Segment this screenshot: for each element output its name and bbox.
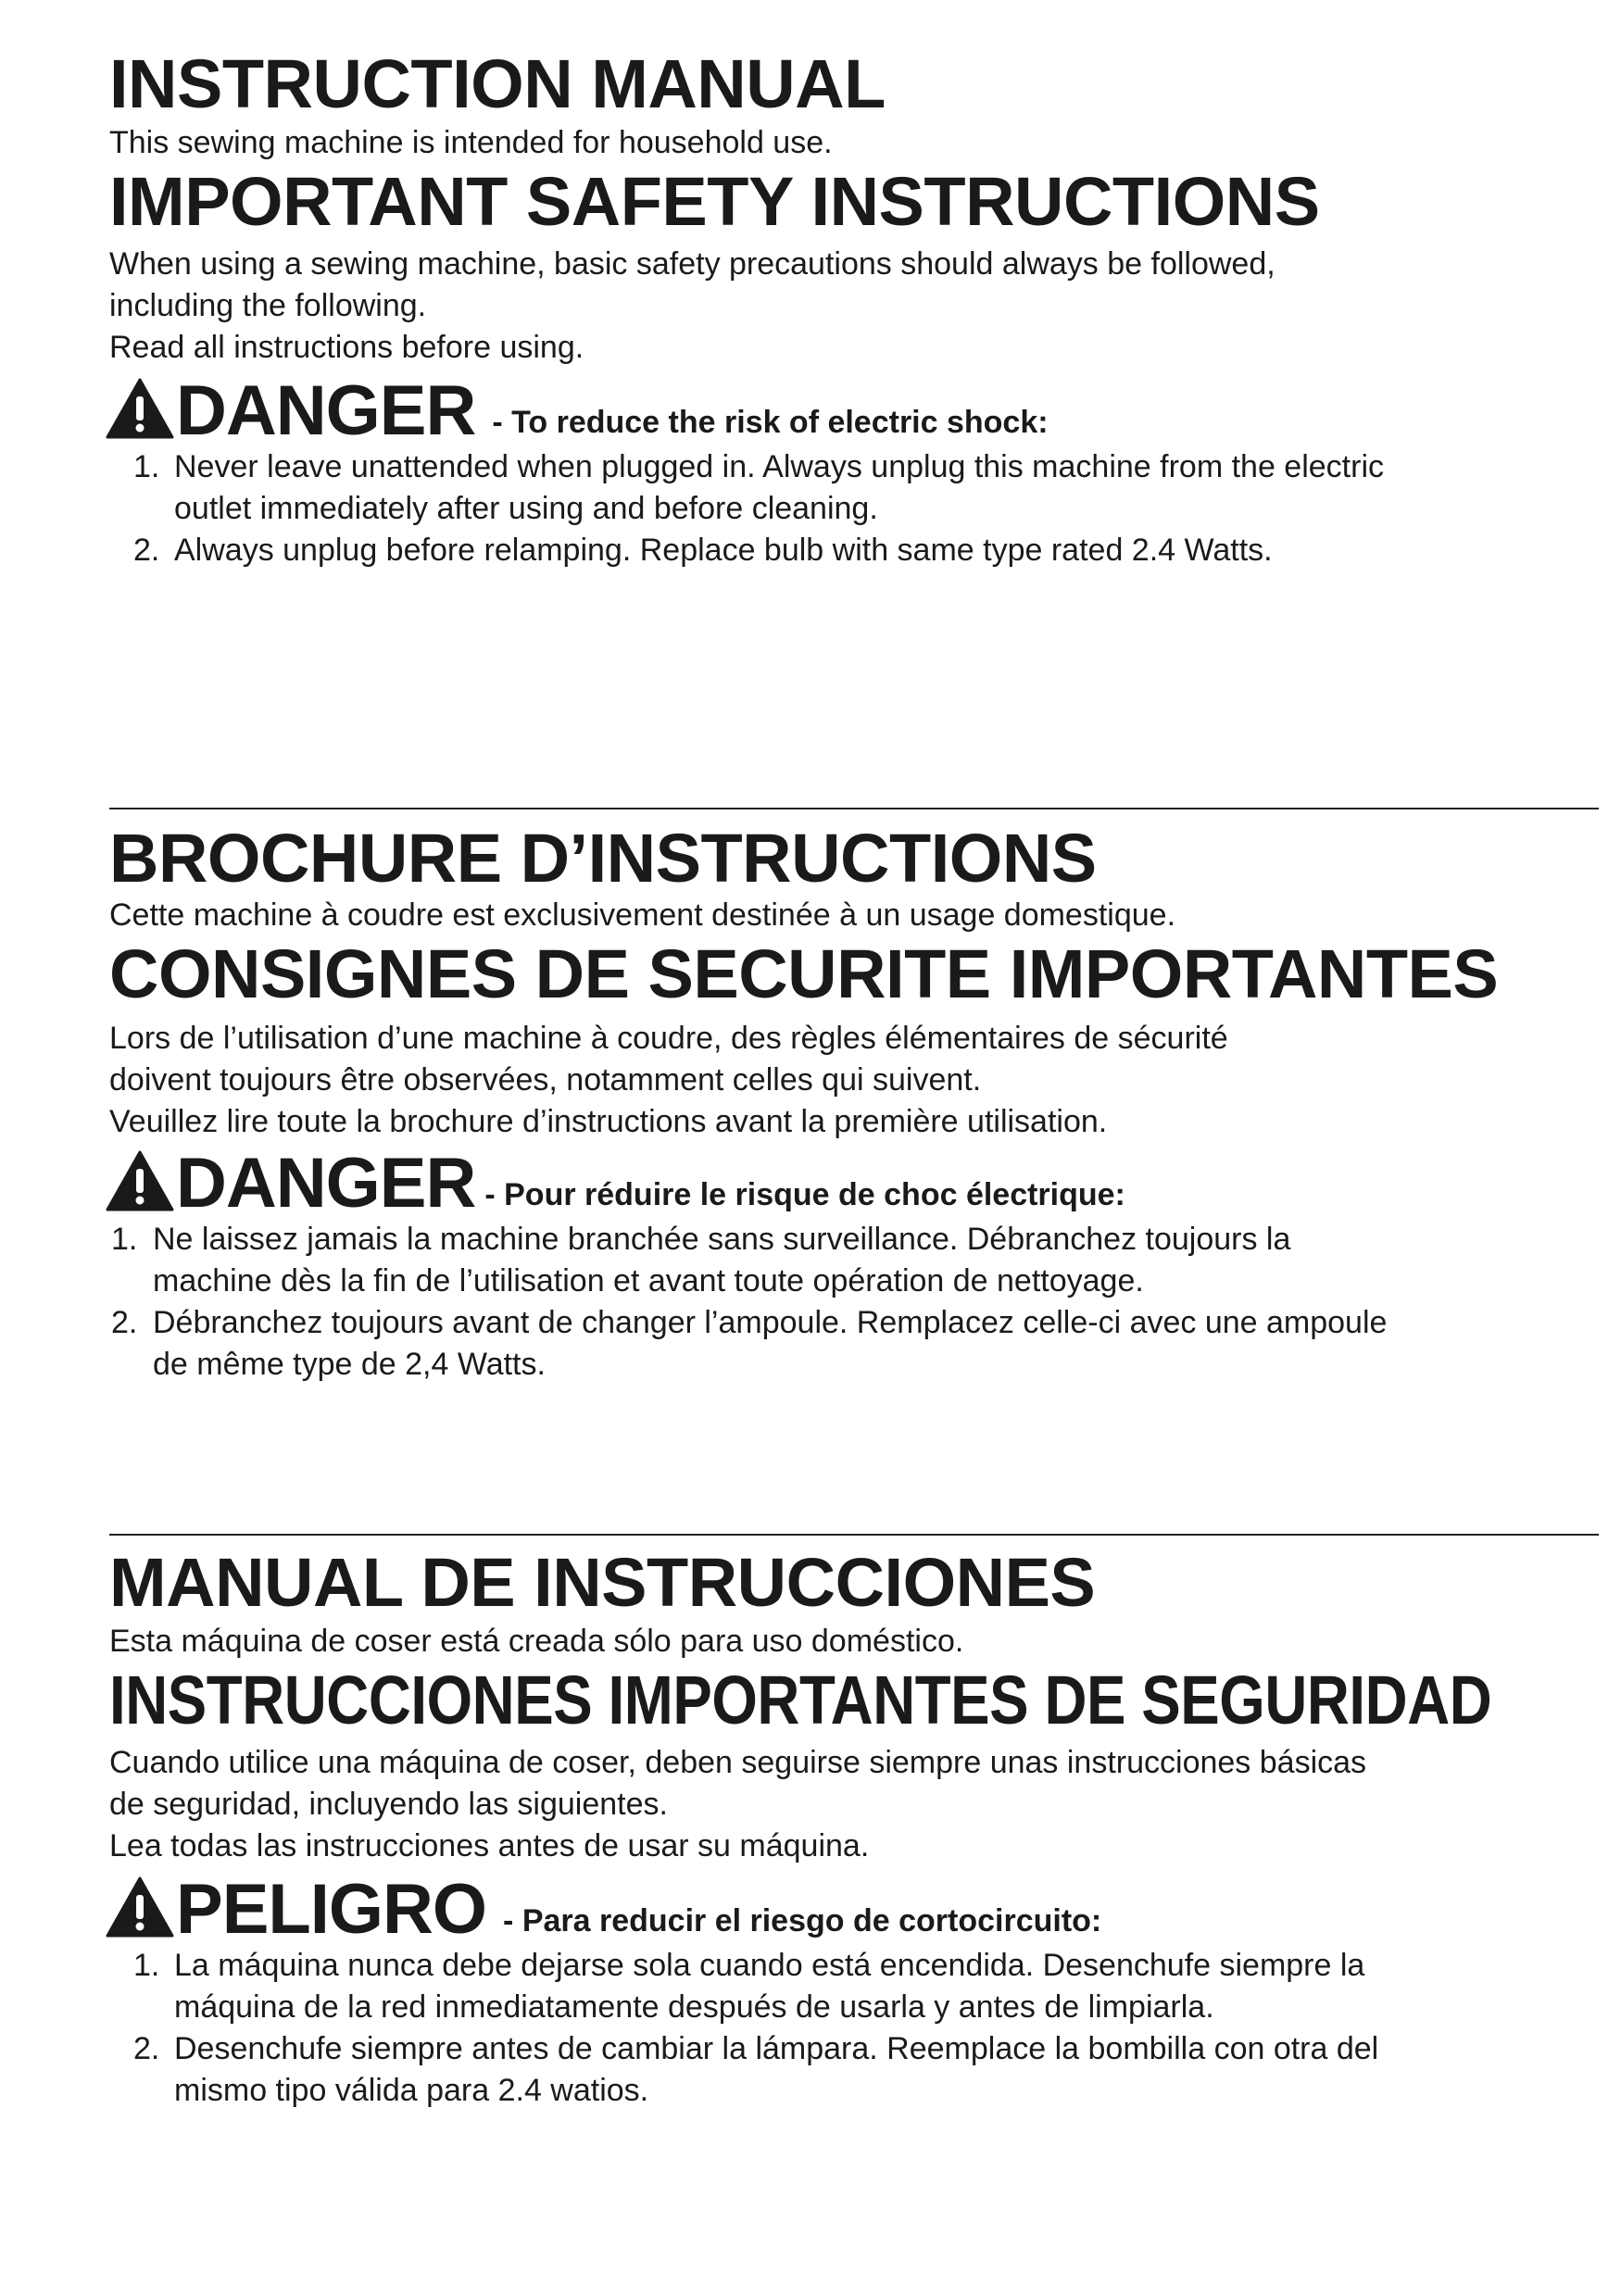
page-title: INSTRUCTION MANUAL: [109, 45, 886, 122]
section-divider: [109, 1534, 1599, 1536]
danger-heading: [106, 1870, 1621, 1949]
spanish-section: [109, 1543, 1621, 2112]
danger-subtitle: - To reduce the risk of electric shock:: [492, 405, 1049, 440]
safety-text-line: Veuillez lire toute la brochure d’instructions avant la première utilisation.: [109, 1104, 1108, 1139]
danger-list: [109, 446, 1621, 571]
item-line: mismo tipo válida para 2.4 watios.: [174, 2073, 649, 2108]
item-number: 2.: [133, 533, 160, 568]
french-section: [109, 819, 1621, 1386]
item-line: Ne laissez jamais la machine branchée sans surveillance. Débranchez toujours la: [153, 1222, 1291, 1257]
danger-subtitle: - Pour réduire le risque de choc électrique:: [484, 1177, 1125, 1212]
page-title: MANUAL DE INSTRUCCIONES: [109, 1544, 1096, 1621]
list-item: [109, 530, 1621, 571]
warning-triangle-icon: [106, 378, 174, 439]
safety-text-line: including the following.: [109, 288, 427, 323]
danger-list: [109, 1945, 1621, 2112]
list-item: [109, 446, 1621, 530]
danger-heading: [106, 371, 1621, 450]
page-title: BROCHURE D’INSTRUCTIONS: [109, 820, 1097, 897]
item-number: 1.: [133, 449, 160, 484]
item-line: La máquina nunca debe dejarse sola cuando está encendida. Desenchufe siempre la: [174, 1948, 1365, 1983]
danger-label: DANGER: [176, 1144, 476, 1223]
danger-subtitle: - Para reducir el riesgo de cortocircuito:: [503, 1903, 1102, 1938]
english-section: [109, 44, 1621, 571]
item-line: Débranchez toujours avant de changer l’ampoule. Remplacez celle-ci avec une ampoule: [153, 1305, 1388, 1340]
safety-text-line: Lors de l’utilisation d’une machine à coudre, des règles élémentaires de sécurité: [109, 1021, 1228, 1056]
list-item: [109, 1945, 1621, 2028]
item-line: outlet immediately after using and before cleaning.: [174, 491, 878, 526]
danger-label: PELIGRO: [176, 1870, 487, 1949]
item-number: 1.: [111, 1222, 138, 1257]
safety-heading: CONSIGNES DE SECURITE IMPORTANTES: [109, 935, 1499, 1012]
safety-text-line: Read all instructions before using.: [109, 330, 584, 365]
item-number: 2.: [133, 2031, 160, 2066]
intro-text: Cette machine à coudre est exclusivement destinée à un usage domestique.: [109, 897, 1176, 933]
danger-list: [109, 1219, 1621, 1386]
list-item: [109, 1219, 1621, 1302]
item-line: Desenchufe siempre antes de cambiar la lámpara. Reemplace la bombilla con otra del: [174, 2031, 1379, 2066]
safety-text-line: Cuando utilice una máquina de coser, deben seguirse siempre unas instrucciones básicas: [109, 1745, 1367, 1780]
item-line: machine dès la fin de l’utilisation et avant toute opération de nettoyage.: [153, 1263, 1144, 1299]
item-line: de même type de 2,4 Watts.: [153, 1347, 546, 1382]
item-number: 1.: [133, 1948, 160, 1983]
safety-text-line: de seguridad, incluyendo las siguientes.: [109, 1787, 668, 1822]
item-number: 2.: [111, 1305, 138, 1340]
safety-heading: INSTRUCCIONES IMPORTANTES DE SEGURIDAD: [109, 1662, 1492, 1738]
safety-heading: IMPORTANT SAFETY INSTRUCTIONS: [109, 163, 1320, 240]
safety-text-line: When using a sewing machine, basic safety precautions should always be followed,: [109, 246, 1275, 282]
warning-triangle-icon: [106, 1876, 174, 1938]
item-line: máquina de la red inmediatamente después de usarla y antes de limpiarla.: [174, 1989, 1214, 2025]
intro-text: Esta máquina de coser está creada sólo para uso doméstico.: [109, 1624, 964, 1659]
safety-text-line: doivent toujours être observées, notamment celles qui suivent.: [109, 1062, 982, 1098]
list-item: [109, 1302, 1621, 1386]
section-divider: [109, 808, 1599, 809]
intro-text: This sewing machine is intended for household use.: [109, 125, 833, 160]
safety-text-line: Lea todas las instrucciones antes de usar su máquina.: [109, 1828, 870, 1863]
list-item: [109, 2028, 1621, 2112]
danger-heading: [106, 1144, 1621, 1223]
warning-triangle-icon: [106, 1150, 174, 1211]
danger-label: DANGER: [176, 371, 476, 450]
item-line: Always unplug before relamping. Replace bulb with same type rated 2.4 Watts.: [174, 533, 1273, 568]
item-line: Never leave unattended when plugged in. Always unplug this machine from the electric: [174, 449, 1384, 484]
